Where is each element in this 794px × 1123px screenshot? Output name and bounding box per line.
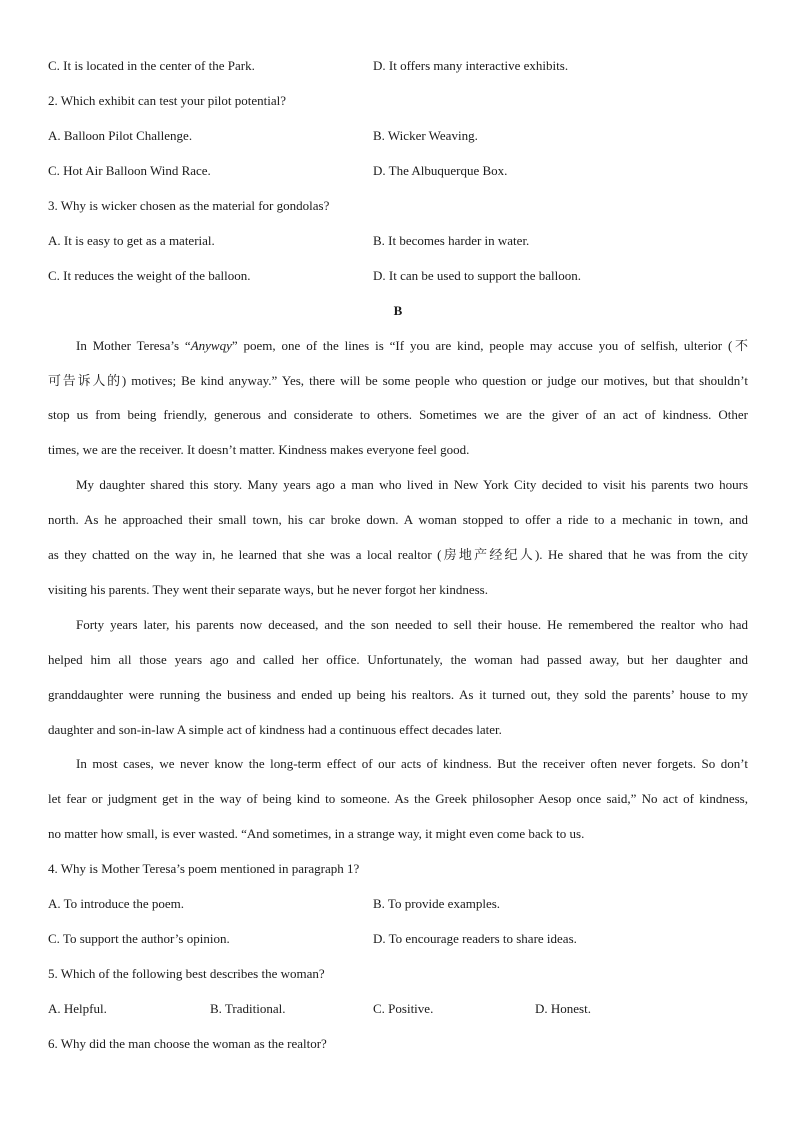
q5-option-a: A. Helpful. — [48, 1001, 107, 1016]
q5-option-b: B. Traditional. — [210, 1001, 286, 1016]
paragraph-line: no matter how small, is ever wasted. “And sometimes, in a strange way, it might even come back to us. — [48, 826, 585, 841]
q1-option-d: D. It offers many interactive exhibits. — [373, 58, 569, 73]
question-1-options-row-2 — [48, 56, 748, 76]
question-3-options-row-2 — [48, 266, 748, 286]
paragraph-line: visiting his parents. They went their separate ways, but he never forgot her kindness. — [48, 582, 488, 597]
question-4-options-row-1 — [48, 894, 748, 914]
q2-option-c: C. Hot Air Balloon Wind Race. — [48, 163, 211, 178]
q1-option-c: C. It is located in the center of the Park. — [48, 58, 255, 73]
paragraph-line: My daughter shared this story. Many years ago a man who lived in New York City decided to visit his parents two hours — [76, 477, 748, 492]
paragraph-line: as they chatted on the way in, he learned that she was a local realtor (房地产经纪人). He shared that he was from the city — [48, 547, 748, 562]
paragraph-line: Forty years later, his parents now deceased, and the son needed to sell their house. He remembered the realtor who had — [76, 617, 748, 632]
paragraph-line: times, we are the receiver. It doesn’t matter. Kindness makes everyone feel good. — [48, 442, 470, 457]
question-3-stem: 3. Why is wicker chosen as the material for gondolas? — [48, 198, 330, 213]
q4-option-a: A. To introduce the poem. — [48, 896, 185, 911]
paragraph-line: In Mother Teresa’s “Anywqy” poem, one of the lines is “If you are kind, people may accuse you of selfish, ulterior (不 — [76, 338, 748, 353]
question-4-stem: 4. Why is Mother Teresa’s poem mentioned in paragraph 1? — [48, 861, 360, 876]
paragraph-line: stop us from being friendly, generous and considerate to others. Sometimes we are the giver of an act of kindness. Other — [48, 407, 748, 422]
question-6-stem: 6. Why did the man choose the woman as the realtor? — [48, 1036, 327, 1051]
paragraph-line: granddaughter were running the business and ended up being his realtors. As it turned out, they sold the parents’ house to my — [48, 687, 748, 702]
question-2-options-row-1 — [48, 126, 748, 146]
q3-option-b: B. It becomes harder in water. — [373, 233, 530, 248]
q3-option-a: A. It is easy to get as a material. — [48, 233, 215, 248]
paragraph-line: helped him all those years ago and called her office. Unfortunately, the woman had passed away, but her daughter and — [48, 652, 748, 667]
poem-title: Anywqy — [190, 338, 232, 353]
q2-option-d: D. The Albuquerque Box. — [373, 163, 508, 178]
paragraph-line: 可告诉人的) motives; Be kind anyway.” Yes, there will be some people who question or judge our motives, but that shouldn’t — [48, 373, 748, 388]
question-4-options-row-2 — [48, 929, 748, 949]
q2-option-a: A. Balloon Pilot Challenge. — [48, 128, 193, 143]
q4-option-d: D. To encourage readers to share ideas. — [373, 931, 577, 946]
paragraph-line: daughter and son-in-law A simple act of kindness had a continuous effect decades later. — [48, 722, 502, 737]
paragraph-line: north. As he approached their small town, his car broke down. A woman stopped to offer a ride to a mechanic in town, and — [48, 512, 748, 527]
q3-option-c: C. It reduces the weight of the balloon. — [48, 268, 251, 283]
q2-option-b: B. Wicker Weaving. — [373, 128, 478, 143]
paragraph-line: In most cases, we never know the long-term effect of our acts of kindness. But the receiver often never forgets. So don’t — [76, 756, 748, 771]
q4-option-b: B. To provide examples. — [373, 896, 501, 911]
question-5-stem: 5. Which of the following best describes the woman? — [48, 966, 325, 981]
question-2-options-row-2 — [48, 161, 748, 181]
q3-option-d: D. It can be used to support the balloon. — [373, 268, 581, 283]
question-5-options-row — [48, 999, 748, 1019]
paragraph-line: let fear or judgment get in the way of being kind to someone. As the Greek philosopher Aesop once said,” No act of kindness, — [48, 791, 748, 806]
question-2-stem: 2. Which exhibit can test your pilot potential? — [48, 93, 287, 108]
section-title: B — [393, 303, 403, 318]
q4-option-c: C. To support the author’s opinion. — [48, 931, 230, 946]
q5-option-c: C. Positive. — [373, 1001, 434, 1016]
question-3-options-row-1 — [48, 231, 748, 251]
q5-option-d: D. Honest. — [535, 1001, 591, 1016]
